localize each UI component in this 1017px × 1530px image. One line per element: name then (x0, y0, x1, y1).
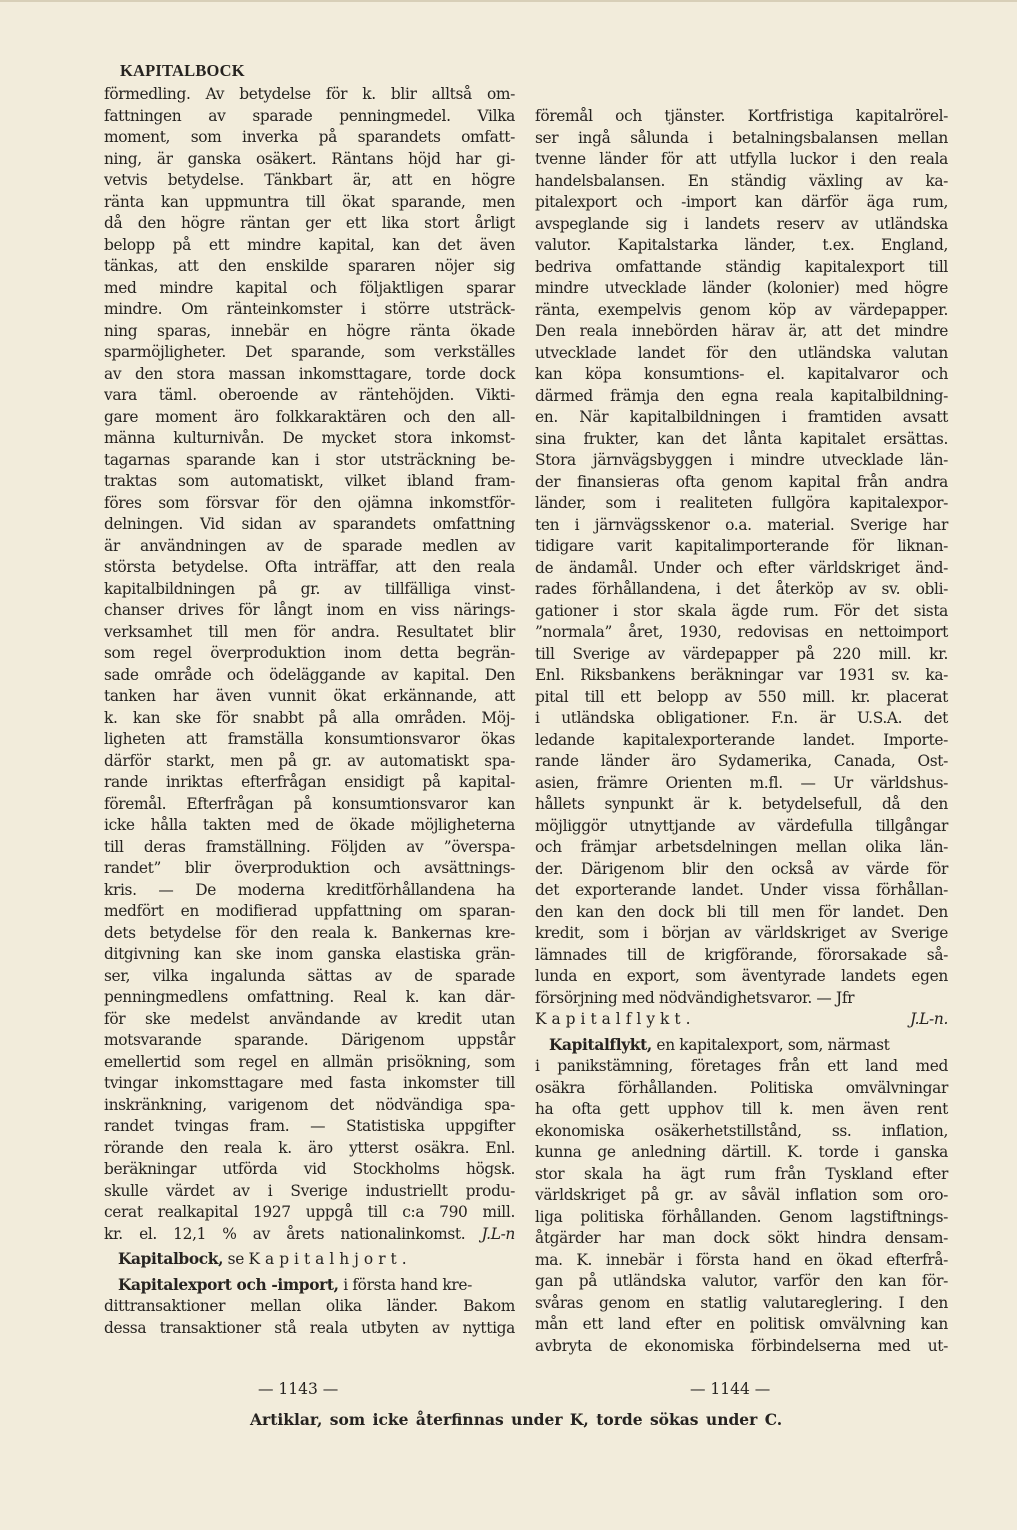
text-segment: se (223, 1250, 249, 1268)
text-line: för ske medelst användande av kredit utan (104, 1009, 515, 1028)
text-line: kunna ge anledning därtill. K. torde i ganska (535, 1143, 948, 1161)
text-line: till deras framställning. Följden av ”överspa- (104, 837, 515, 856)
text-line: gationer i stor skala ägde rum. För det sista (535, 601, 948, 620)
text-line: då den högre räntan ger ett lika stort årligt (104, 214, 515, 232)
author-signature: J.L-n. (910, 1010, 948, 1028)
text-line: tidigare varit kapitalimporterande för liknan- (535, 537, 948, 555)
text-line: osäkra förhållanden. Politiska omvälvningar (535, 1078, 948, 1097)
text-line: stor skala ha ägt rum från Tyskland efter (535, 1164, 948, 1183)
text-line: medfört en modifierad uppfattning om sparan- (104, 902, 515, 920)
text-line: ten i järnvägsskenor o.a. material. Sverige har (535, 515, 948, 534)
cross-reference: Kapitalhjort (248, 1250, 402, 1268)
text-line: ränta, exempelvis genom köp av värdepapper. (535, 300, 948, 319)
text-line (535, 1009, 948, 1031)
text-line: ekonomiska osäkerhetstillstånd, ss. inflation, (535, 1121, 948, 1140)
text-line: sparmöjligheter. Det sparande, som verkställes (104, 343, 515, 361)
text-line: möjliggör utnyttjande av värdefulla tillgångar (535, 816, 948, 835)
text-line: ser ingå sålunda i betalningsbalansen mellan (535, 128, 948, 147)
text-line: icke hålla takten med de ökade möjligheterna (104, 816, 515, 834)
text-line: försörjning med nödvändighetsvaror. — Jfr (535, 988, 855, 1007)
text-line: mindre utvecklade länder (kolonier) med högre (535, 279, 948, 297)
text-line: rades förhållandena, i det återköp av sv. obli- (535, 580, 948, 598)
text-line: världskriget på gr. av såväl inflation som oro- (535, 1186, 948, 1204)
page-edge (0, 0, 1017, 2)
text-line: vara täml. oberoende av räntehöjden. Vikti- (104, 386, 515, 404)
text-line: avspeglande sig i landets reserv av utländska (535, 214, 948, 233)
text-line: den kan den dock bli till men för landet. Den (535, 902, 948, 921)
text-line (104, 1275, 515, 1297)
text-line: de ändamål. Under och efter världskriget änd- (535, 558, 948, 577)
text-line: i utländska obligationer. F.n. är U.S.A. det (535, 709, 948, 727)
text-line: tvingar inkomsttagare med fasta inkomster till (104, 1074, 515, 1092)
text-line: hållets synpunkt är k. betydelsefull, då den (535, 795, 948, 813)
text-segment: i första hand kre- (338, 1275, 472, 1294)
author-signature: J.L-n (481, 1224, 515, 1243)
text-line: kris. — De moderna kreditförhållandena ha (104, 880, 515, 899)
text-line: ligheten att framställa konsumtionsvaror ökas (104, 730, 515, 748)
text-line: tänkas, att den enskilde spararen nöjer sig (104, 257, 515, 275)
text-line: förmedling. Av betydelse för k. blir alltså om- (104, 85, 515, 103)
text-line: fattningen av sparade penningmedel. Vilka (104, 106, 515, 125)
text-line: delningen. Vid sidan av sparandets omfattning (104, 515, 515, 533)
text-line: största betydelse. Ofta inträffar, att den reala (104, 558, 515, 576)
text-line: sina frukter, kan det lånta kapitalet ersättas. (535, 429, 948, 448)
text-line: belopp på ett mindre kapital, kan det även (104, 235, 515, 254)
text-line: chanser drives för långt inom en viss närings- (104, 601, 515, 619)
text-line: tanken har även vunnit ökat erkännande, att (104, 687, 515, 705)
text-line: moment, som inverka på sparandets omfatt- (104, 128, 515, 146)
text-segment: kr. el. 12,1 % av årets nationalinkomst. (104, 1224, 482, 1243)
text-line: med mindre kapital och följaktligen sparar (104, 278, 515, 297)
text-line (535, 1035, 948, 1057)
text-line: Enl. Riksbankens beräkningar var 1931 sv. ka- (535, 666, 948, 684)
text-line: ning, är ganska osäkert. Räntans höjd har gi- (104, 149, 515, 168)
text-line: åtgärder har man dock sökt hindra densam- (535, 1229, 948, 1247)
page-number-left: — 1143 — (258, 1380, 339, 1398)
entry-headword: Kapitalexport och -import, (118, 1275, 339, 1294)
text-line: därför starkt, men på gr. av automatiskt spa- (104, 751, 515, 770)
text-line: pital till ett belopp av 550 mill. kr. placerat (535, 687, 948, 706)
text-line (104, 1249, 515, 1271)
text-line: mindre. Om ränteinkomster i större utsträck- (104, 300, 515, 318)
text-line: kan köpa konsumtions- el. kapitalvaror och (535, 365, 948, 383)
text-line: dessa transaktioner stå reala utbyten av nyttiga (104, 1318, 515, 1337)
text-line: penningmedlens omfattning. Real k. kan där- (104, 988, 515, 1006)
text-line: dittransaktioner mellan olika länder. Bakom (104, 1297, 515, 1315)
text-line: rande länder äro Sydamerika, Canada, Ost- (535, 752, 948, 770)
text-line: gare moment äro folkkaraktären och den all- (104, 407, 515, 426)
text-line: som regel överproduktion inom detta begrän- (104, 644, 515, 662)
entry-headword: Kapitalflykt, (549, 1035, 652, 1054)
text-line: ning sparas, innebär en högre ränta ökade (104, 321, 515, 340)
text-line: ha ofta gett upphov till k. men även rent (535, 1100, 948, 1118)
text-segment: . (685, 1010, 691, 1028)
text-line: handelsbalansen. En ständig växling av ka- (535, 171, 948, 190)
text-line: pitalexport och -import kan därför äga rum, (535, 193, 948, 211)
text-line: är användningen av de sparade medlen av (104, 536, 515, 555)
right-column (535, 106, 948, 1357)
text-line: därmed främja den egna reala kapitalbildning- (535, 386, 948, 405)
text-line: beräkningar utförda vid Stockholms högsk. (104, 1160, 515, 1178)
text-line: avbryta de ekonomiska förbindelserna med ut- (535, 1336, 948, 1355)
cross-reference: Kapitalflykt (535, 1010, 686, 1028)
text-line: ma. K. innebär i första hand en ökad efterfrå- (535, 1250, 948, 1269)
text-line: rande inriktas efterfrågan ensidigt på kapital- (104, 773, 515, 791)
text-line: länder, som i realiteten fullgöra kapitalexpor- (535, 494, 948, 512)
text-line: k. kan ske för snabbt på alla områden. Möj- (104, 708, 515, 727)
text-segment: . (401, 1250, 407, 1268)
text-line: asien, främre Orienten m.fl. — Ur världshus- (535, 773, 948, 792)
text-line: tvenne länder för att utfylla luckor i den reala (535, 150, 948, 168)
text-line: liga politiska förhållanden. Genom lagstiftnings- (535, 1207, 948, 1226)
text-segment: en kapitalexport, som, närmast (651, 1035, 890, 1054)
text-line: motsvarande sparande. Därigenom uppstår (104, 1031, 515, 1049)
text-line: ränta kan uppmuntra till ökat sparande, men (104, 192, 515, 211)
text-line: ”normala” året, 1930, redovisas en nettoimport (535, 623, 948, 641)
text-line: i panikstämning, företages från ett land med (535, 1057, 948, 1075)
text-line: ledande kapitalexporterande landet. Importe- (535, 730, 948, 749)
text-line: till Sverige av värdepapper på 220 mill. kr. (535, 644, 948, 663)
text-line: föremål och tjänster. Kortfristiga kapitalrörel- (535, 107, 948, 125)
text-line: Den reala innebörden härav är, att det mindre (535, 322, 948, 340)
text-line: cerat realkapital 1927 uppgå till c:a 790 mill. (104, 1203, 515, 1221)
text-line: rörande den reala k. äro ytterst osäkra. Enl. (104, 1138, 515, 1157)
page-number-right: — 1144 — (690, 1380, 771, 1398)
text-line: der. Därigenom blir den också av värde för (535, 859, 948, 878)
text-line: skulle värdet av i Sverige industriellt produ- (104, 1181, 515, 1200)
text-line: randet” blir överproduktion och avsättnings- (104, 859, 515, 877)
text-line: randet tvingas fram. — Statistiska uppgifter (104, 1117, 515, 1135)
text-line: emellertid som regel en allmän prisökning, som (104, 1052, 515, 1071)
text-line: verksamhet till men för andra. Resultatet blir (104, 622, 515, 641)
left-column (104, 84, 515, 1339)
text-line: kapitalbildningen på gr. av tillfälliga vinst- (104, 579, 515, 598)
entry-headword: Kapitalbock, (118, 1250, 224, 1268)
text-line: bedriva omfattande ständig kapitalexport till (535, 257, 948, 276)
running-title: KAPITALBOCK (120, 61, 245, 80)
text-line: ditgivning kan ske inom ganska elastiska grän- (104, 945, 515, 963)
text-line: Stora järnvägsbyggen i mindre utvecklade län- (535, 451, 948, 469)
text-line: svåras genom en statlig valutareglering. I den (535, 1293, 948, 1312)
text-line: föremål. Efterfrågan på konsumtionsvaror kan (104, 794, 515, 813)
text-line: lunda en export, som äventyrade landets egen (535, 967, 948, 985)
text-line: lämnades till de krigförande, förorsakade så- (535, 945, 948, 964)
text-line: traktas som automatiskt, vilket ibland fram- (104, 472, 515, 490)
text-line: dets betydelse för den reala k. Bankernas kre- (104, 923, 515, 942)
text-line: valutor. Kapitalstarka länder, t.ex. England, (535, 236, 948, 254)
footer-note: Artiklar, som icke återfinnas under K, torde sökas under C. (250, 1410, 783, 1429)
text-line: mån ett land efter en politisk omvälvning kan (535, 1315, 948, 1333)
text-line: inskränkning, varigenom det nödvändiga spa- (104, 1095, 515, 1114)
text-line: det exporterande landet. Under vissa förhållan- (535, 881, 948, 899)
text-line: tagarnas sparande kan i stor utsträckning be- (104, 450, 515, 469)
text-line: kredit, som i början av världskriget av Sverige (535, 924, 948, 942)
text-line: ser, vilka ingalunda sättas av de sparade (104, 966, 515, 985)
text-line: sade område och ödeläggande av kapital. Den (104, 665, 515, 684)
text-line: en. När kapitalbildningen i framtiden avsatt (535, 408, 948, 426)
text-line: föres som försvar för den ojämna inkomstför- (104, 493, 515, 512)
text-line (104, 1224, 515, 1246)
text-line: der finansieras ofta genom kapital från andra (535, 472, 948, 491)
text-line: utvecklade landet för den utländska valutan (535, 343, 948, 362)
text-line: vetvis betydelse. Tänkbart är, att en högre (104, 171, 515, 189)
text-line: männa kulturnivån. De mycket stora inkomst- (104, 429, 515, 447)
text-line: gan på utländska valutor, varför den kan för- (535, 1272, 948, 1290)
text-line: och främjar arbetsdelningen mellan olika län- (535, 838, 948, 856)
text-line: av den stora massan inkomsttagare, torde dock (104, 364, 515, 383)
